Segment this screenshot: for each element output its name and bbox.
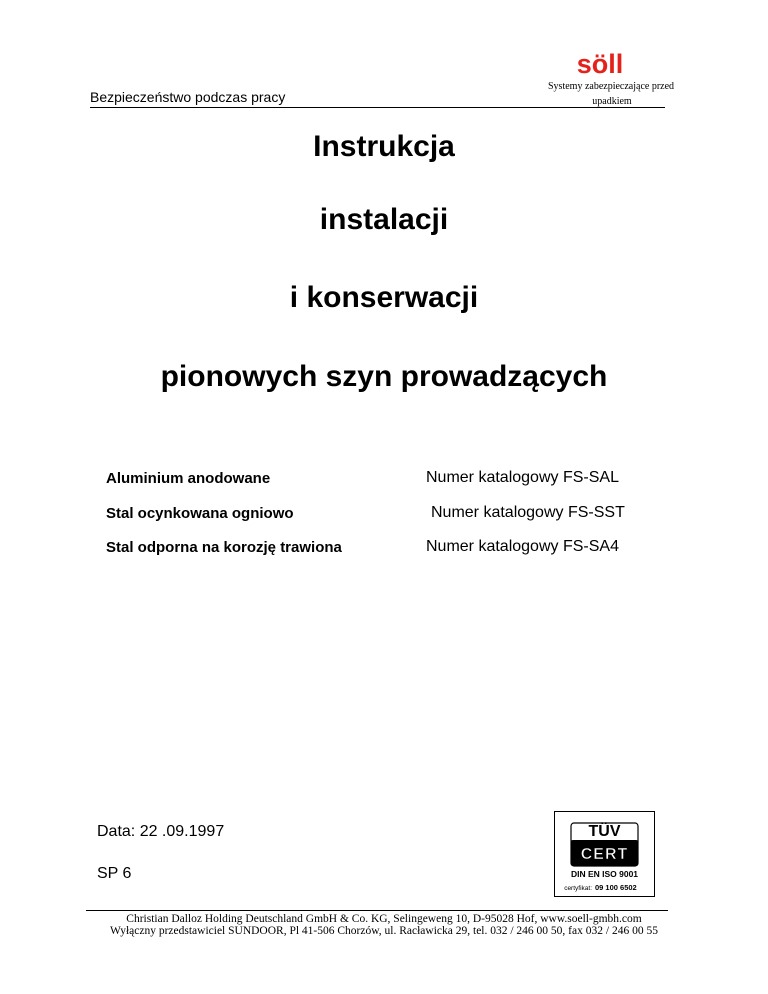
product-name-2: Stal ocynkowana ogniowo — [106, 505, 294, 522]
product-number-3: Numer katalogowy FS-SA4 — [426, 538, 619, 555]
soll-logo — [560, 50, 640, 76]
header-section-title: Bezpieczeństwo podczas pracy — [90, 89, 286, 105]
document-date: Data: 22 .09.1997 — [97, 823, 225, 840]
tagline-line-1: Systemy zabezpieczające przed — [548, 81, 675, 92]
footer-divider — [86, 910, 668, 911]
product-number-1: Numer katalogowy FS-SAL — [426, 469, 619, 486]
document-code: SP 6 — [97, 865, 132, 882]
cert-text: CERT — [580, 846, 629, 863]
product-name-1: Aluminium anodowane — [106, 470, 271, 487]
soll-logo-text: söll — [576, 50, 624, 76]
footer-representative-line: Wyłączny przedstawiciel SUNDOOR, Pl 41-506 Chorzów, ul. Racławicka 29, tel. 032 / 246 00 50, fax 032 / 246 00 55 — [110, 925, 658, 937]
tagline-line-2: upadkiem — [592, 96, 632, 107]
product-number-2: Numer katalogowy FS-SST — [431, 504, 625, 521]
iso-standard-text: DIN EN ISO 9001 — [570, 869, 639, 879]
title-line-3: i konserwacji — [289, 281, 479, 314]
title-line-4: pionowych szyn prowadzących — [160, 360, 608, 393]
tuv-text: TÜV — [588, 823, 621, 840]
header-divider — [90, 107, 665, 108]
title-line-1: Instrukcja — [313, 130, 455, 163]
product-name-3: Stal odporna na korozję trawiona — [106, 539, 342, 556]
footer-company-line: Christian Dalloz Holding Deutschland GmbH & Co. KG, Selingeweng 10, D-95028 Hof, www.soell-gmbh.com — [126, 913, 642, 925]
tuv-cert-mark — [555, 812, 654, 896]
title-line-2: instalacji — [319, 203, 449, 236]
cert-number: 09 100 6502 — [595, 883, 637, 892]
tuv-cert-badge — [554, 811, 655, 897]
cert-label: certyfikat: — [564, 885, 592, 892]
